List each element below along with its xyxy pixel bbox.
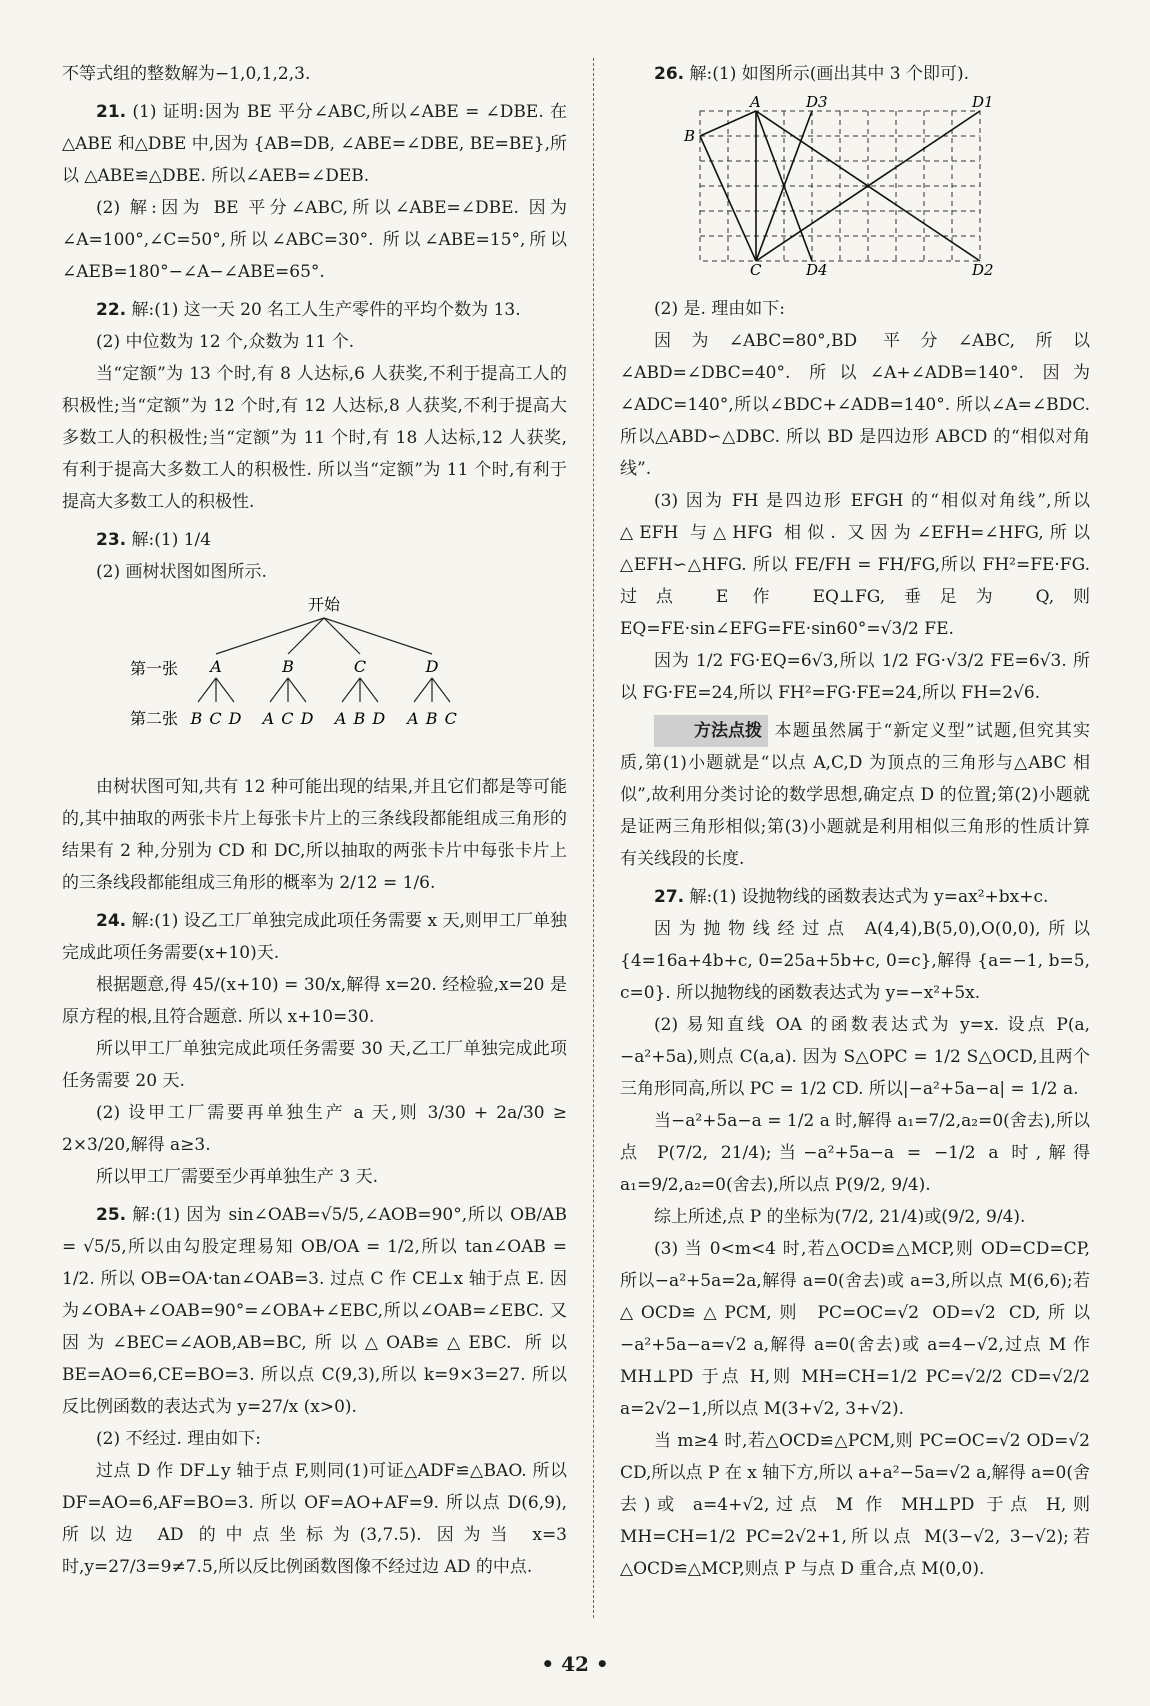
tree-diagram bbox=[62, 592, 567, 752]
q25-part2: (2) 不经过. 理由如下: bbox=[96, 1429, 262, 1449]
tree-node-D: D bbox=[425, 657, 439, 676]
tree-root: 开始 bbox=[307, 595, 341, 614]
left-column bbox=[62, 58, 567, 1583]
q27-part7: 当 m≥4 时,若△OCD≌△PCM,则 PC=OC=√2 OD=√2 CD,所以点 P 在 x 轴下方,所以 a+a²−5a=√2 a,解得 a=0(舍去)或 a=4+√2,过点 M 作 MH⊥PD 于点 H,则 MH=CH=1/2 PC=2√2+1,所以点 M(3−√2, 3−√2);若△OCD≌△MCP,则点 P 与点 D 重合,点 M(0,0). bbox=[620, 1431, 1090, 1579]
grid-dashed-lines bbox=[700, 111, 980, 261]
q26-part1 bbox=[620, 58, 1090, 90]
q21-part2: (2) 解:因为 BE 平分∠ABC,所以∠ABE=∠DBE. 因为∠A=100°,∠C=50°,所以∠ABC=30°. 所以∠ABE=15°,所以∠AEB=180°−∠A−∠ABE=65°. bbox=[62, 198, 567, 282]
q26-part4: (3) 因为 FH 是四边形 EFGH 的“相似对角线”,所以△EFH 与△HFG 相似. 又因为∠EFH=∠HFG,所以△EFH∽△HFG. 所以 FE/FH = FH/FG,所以 FH²=FE·FG. 过点 E 作 EQ⊥FG,垂足为 Q,则 EQ=FE·sin∠EFG=FE·sin60°=√3/2 FE. bbox=[620, 491, 1090, 639]
q22-number: 22. bbox=[96, 300, 127, 320]
grid-label-D1: D1 bbox=[972, 96, 994, 111]
q21-text1: (1) 证明:因为 BE 平分∠ABC,所以∠ABE = ∠DBE. 在△ABE 和△DBE 中,因为 {AB=DB, ∠ABE=∠DBE, BE=BE},所以 △ABE≌△DBE. 所以∠AEB=∠DEB. bbox=[62, 102, 567, 186]
q27-part4: 当−a²+5a−a = 1/2 a 时,解得 a₁=7/2,a₂=0(舍去),所以点 P(7/2, 21/4);当−a²+5a−a = −1/2 a 时,解得 a₁=9/2,a₂=0(舍去),所以点 P(9/2, 9/4). bbox=[620, 1111, 1090, 1195]
tree-row2-label: 第二张 bbox=[130, 709, 179, 728]
tree-node-B: B bbox=[282, 657, 294, 676]
q26-part2: (2) 是. 理由如下: bbox=[654, 299, 786, 319]
tree-leaves-B: A C D bbox=[262, 709, 314, 728]
q25-number: 25. bbox=[96, 1205, 127, 1225]
q27-part1 bbox=[620, 881, 1090, 913]
column-divider bbox=[593, 58, 594, 1618]
q24-number: 24. bbox=[96, 911, 127, 931]
q23-part2: (2) 画树状图如图所示. bbox=[96, 562, 267, 582]
q25-part3: 过点 D 作 DF⊥y 轴于点 F,则同(1)可证△ADF≌△BAO. 所以 DF=AO=6,AF=BO=3. 所以 OF=AO+AF=9. 所以点 D(6,9),所以边 AD 的中点坐标为(3,7.5). 因为当 x=3 时,y=27/3=9≠7.5,所以反比例函数图像不经过边 AD 的中点. bbox=[62, 1461, 567, 1577]
grid-label-D3: D3 bbox=[806, 96, 828, 111]
q26-part3: 因为∠ABC=80°,BD 平分∠ABC,所以∠ABD=∠DBC=40°. 所以∠A+∠ADB=140°. 因为∠ADC=140°,所以∠BDC+∠ADB=140°. 所以∠A=∠BDC. 所以△ABD∽△DBC. 所以 BD 是四边形 ABCD 的“相似对角线”. bbox=[620, 331, 1090, 479]
method-tip bbox=[620, 715, 1090, 875]
q26-text1: 解:(1) 如图所示(画出其中 3 个即可). bbox=[689, 64, 970, 84]
q26-number: 26. bbox=[654, 64, 685, 84]
tree-branches-level1 bbox=[216, 618, 432, 654]
q27-part6: (3) 当 0<m<4 时,若△OCD≌△MCP,则 OD=CD=CP,所以−a²+5a=2a,解得 a=0(舍去)或 a=3,所以点 M(6,6);若△OCD≌△PCM,则 PC=OC=√2 OD=√2 CD,所以−a²+5a−a=√2 a,解得 a=0(舍去)或 a=4−√2,过点 M 作 MH⊥PD 于点 H,则 MH=CH=1/2 PC=√2/2 CD=√2/2 a=2√2−1,所以点 M(3+√2, 3+√2). bbox=[620, 1239, 1090, 1419]
q24-part4: (2) 设甲工厂需要再单独生产 a 天,则 3/30 + 2a/30 ≥ 2×3/20,解得 a≥3. bbox=[62, 1103, 567, 1155]
q23-number: 23. bbox=[96, 530, 127, 550]
q25-part1 bbox=[62, 1199, 567, 1423]
q23-part3: 由树状图可知,共有 12 种可能出现的结果,并且它们都是等可能的,其中抽取的两张卡片上每张卡片上的三条线段都能组成三角形的结果有 2 种,分别为 CD 和 DC,所以抽取的两张卡片中每张卡片上的三条线段都能组成三角形的概率为 2/12 = 1/6. bbox=[62, 777, 567, 893]
tree-node-A: A bbox=[210, 657, 222, 676]
method-tip-tag: 方法点拨 bbox=[654, 715, 768, 747]
q27-number: 27. bbox=[654, 887, 685, 907]
grid-label-B: B bbox=[684, 127, 696, 145]
q27-part5: 综上所述,点 P 的坐标为(7/2, 21/4)或(9/2, 9/4). bbox=[654, 1207, 1026, 1227]
tree-leaves-D: A B C bbox=[407, 709, 457, 728]
method-tip-text: 本题虽然属于“新定义型”试题,但究其实质,第(1)小题就是“以点 A,C,D 为顶点的三角形与△ABC 相似”,故利用分类讨论的数学思想,确定点 D 的位置;第(2)小题就是证两三角形相似;第(3)小题就是利用相似三角形的性质计算有关线段的长度. bbox=[620, 721, 1090, 869]
q23-part1 bbox=[62, 524, 567, 556]
q24-part2: 根据题意,得 45/(x+10) = 30/x,解得 x=20. 经检验,x=20 是原方程的根,且符合题意. 所以 x+10=30. bbox=[62, 975, 567, 1027]
q24-text1: 解:(1) 设乙工厂单独完成此项任务需要 x 天,则甲工厂单独完成此项任务需要(x+10)天. bbox=[62, 911, 567, 963]
grid-label-D2: D2 bbox=[972, 261, 994, 276]
tree-leaves-A: B C D bbox=[190, 709, 242, 728]
tree-leaves-C: A B D bbox=[334, 709, 386, 728]
q24-part5: 所以甲工厂需要至少再单独生产 3 天. bbox=[96, 1167, 379, 1187]
q23-text1: 解:(1) 1/4 bbox=[131, 530, 212, 550]
q22-part2: (2) 中位数为 12 个,众数为 11 个. bbox=[96, 332, 355, 352]
q24-part1 bbox=[62, 905, 567, 969]
grid-label-C: C bbox=[750, 261, 762, 276]
q24-part3: 所以甲工厂单独完成此项任务需要 30 天,乙工厂单独完成此项任务需要 20 天. bbox=[62, 1039, 567, 1091]
grid-label-A: A bbox=[750, 96, 761, 111]
grid-label-D4: D4 bbox=[806, 261, 828, 276]
tree-row1-label: 第一张 bbox=[130, 659, 179, 678]
q22-part3: 当“定额”为 13 个时,有 8 人达标,6 人获奖,不利于提高工人的积极性;当“定额”为 12 个时,有 12 人达标,8 人获奖,不利于提高大多数工人的积极性;当“定额”为 11 个时,有 18 人达标,12 人获奖,有利于提高大多数工人的积极性. 所以当“定额”为 11 个时,有利于提高大多数工人的积极性. bbox=[62, 364, 567, 512]
q27-text1: 解:(1) 设抛物线的函数表达式为 y=ax²+bx+c. bbox=[689, 887, 1049, 907]
q22-part1 bbox=[62, 294, 567, 326]
q21-number: 21. bbox=[96, 102, 127, 122]
right-column bbox=[620, 58, 1090, 1585]
q27-part2: 因为抛物线经过点 A(4,4),B(5,0),O(0,0),所以 {4=16a+4b+c, 0=25a+5b+c, 0=c},解得 {a=−1, b=5, c=0}. 所以抛物线的函数表达式为 y=−x²+5x. bbox=[620, 919, 1090, 1003]
q26-part5: 因为 1/2 FG·EQ=6√3,所以 1/2 FG·√3/2 FE=6√3. 所以 FG·FE=24,所以 FH²=FG·FE=24,所以 FH=2√6. bbox=[620, 651, 1090, 703]
tree-branches-level2 bbox=[198, 678, 450, 702]
grid-diagram bbox=[680, 96, 1020, 276]
q20-tail: 不等式组的整数解为−1,0,1,2,3. bbox=[62, 64, 311, 84]
q22-text1: 解:(1) 这一天 20 名工人生产零件的平均个数为 13. bbox=[131, 300, 521, 320]
page-number: • 42 • bbox=[541, 1652, 609, 1676]
q21-part1 bbox=[62, 96, 567, 192]
tree-node-C: C bbox=[353, 657, 367, 676]
q25-text1: 解:(1) 因为 sin∠OAB=√5/5,∠AOB=90°,所以 OB/AB = √5/5,所以由勾股定理易知 OB/OA = 1/2,所以 tan∠OAB = 1/2. 所以 OB=OA·tan∠OAB=3. 过点 C 作 CE⊥x 轴于点 E. 因为∠OBA+∠OAB=90°=∠OBA+∠EBC,所以∠OAB=∠EBC. 又因为∠BEC=∠AOB,AB=BC,所以△OAB≌△EBC. 所以 BE=AO=6,CE=BO=3. 所以点 C(9,3),所以 k=9×3=27. 所以反比例函数的表达式为 y=27/x (x>0). bbox=[62, 1205, 568, 1417]
q27-part3: (2) 易知直线 OA 的函数表达式为 y=x. 设点 P(a,−a²+5a),则点 C(a,a). 因为 S△OPC = 1/2 S△OCD,且两个三角形同高,所以 PC = 1/2 CD. 所以|−a²+5a−a| = 1/2 a. bbox=[620, 1015, 1090, 1099]
